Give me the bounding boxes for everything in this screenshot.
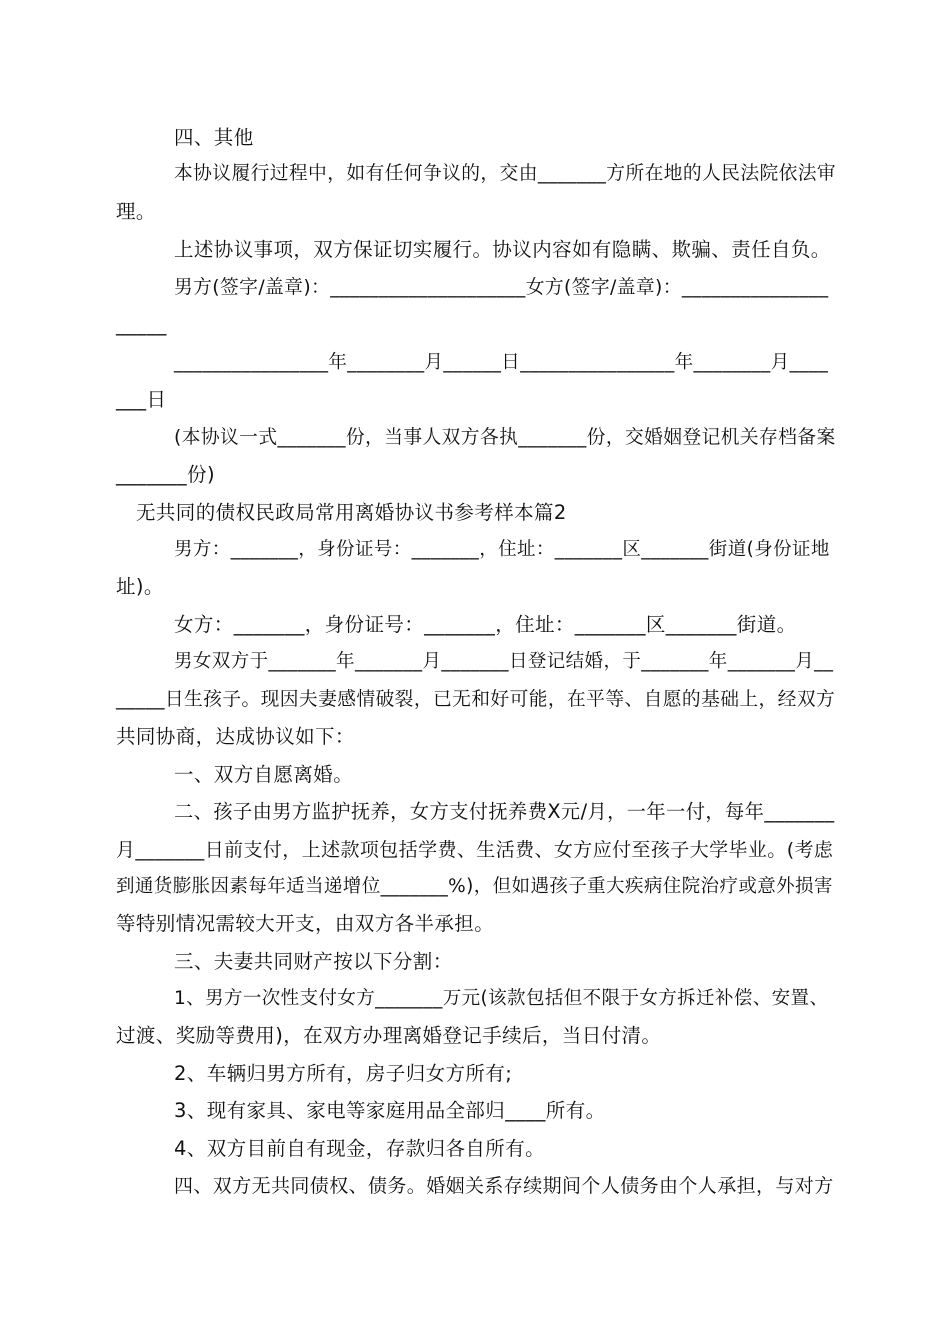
paragraph-line: 二、孩子由男方监护抚养，女方支付抚养费X元/月，一年一付，每年_______ bbox=[174, 800, 835, 823]
paragraph-line: 上述协议事项，双方保证切实履行。协议内容如有隐瞒、欺骗、责任自负。 bbox=[174, 238, 831, 261]
paragraph-line: 等特别情况需较大开支，由双方各半承担。 bbox=[116, 912, 495, 935]
list-item: 4、双方目前自有现金，存款归各自所有。 bbox=[174, 1137, 546, 1160]
party-line: 址)。 bbox=[116, 575, 164, 598]
paragraph-line: 男女双方于_______年_______月_______日登记结婚，于_______年_______月__ bbox=[174, 651, 834, 672]
section-heading-other: 四、其他 bbox=[174, 126, 254, 149]
section-title: 无共同的债权民政局常用离婚协议书参考样本篇2 bbox=[136, 501, 567, 524]
clause-heading: 三、夫妻共同财产按以下分割： bbox=[174, 950, 453, 973]
paragraph-line: 月_______日前支付，上述款项包括学费、生活费、女方应付至孩子大学毕业。(考虑 bbox=[116, 839, 834, 861]
paragraph-line: (本协议一式_______份，当事人双方各执_______份，交婚姻登记机关存档备案 bbox=[174, 427, 836, 448]
paragraph-line: 共同协商，达成协议如下： bbox=[116, 725, 355, 748]
clause-heading: 一、双方自愿离婚。 bbox=[174, 763, 354, 786]
party-line: 女方：_______，身份证号：_______，住址：_______区_______街道。 bbox=[174, 613, 797, 636]
paragraph-line: _______份) bbox=[116, 463, 215, 486]
signature-line: _____ bbox=[116, 313, 167, 336]
paragraph-line: 理。 bbox=[116, 200, 156, 223]
date-line: ________________年________月______日________________年________月____ bbox=[174, 352, 829, 373]
party-line: 男方：_______，身份证号：_______，住址：_______区_______街道(身份证地 bbox=[174, 539, 830, 560]
paragraph-line: 到通货膨胀因素每年适当递增位_______%)，但如遇孩子重大疾病住院治疗或意外损害 bbox=[116, 876, 833, 897]
paragraph-line: 1、男方一次性支付女方_______万元(该款包括但不限于女方拆迁补偿、安置、 bbox=[174, 988, 829, 1009]
paragraph-line: _____日生孩子。现因夫妻感情破裂，已无和好可能，在平等、自愿的基础上，经双方 bbox=[116, 689, 836, 710]
date-line: ___日 bbox=[116, 388, 167, 411]
list-item: 2、车辆归男方所有，房子归女方所有; bbox=[174, 1062, 513, 1085]
list-item: 3、现有家具、家电等家庭用品全部归____所有。 bbox=[174, 1099, 606, 1122]
signature-line: 男方(签字/盖章)：____________________女方(签字/盖章)：_______________ bbox=[174, 277, 829, 298]
paragraph-line: 本协议履行过程中，如有任何争议的，交由_______方所在地的人民法院依法审 bbox=[174, 163, 837, 184]
clause-heading: 四、双方无共同债权、债务。婚姻关系存续期间个人债务由个人承担，与对方 bbox=[174, 1175, 834, 1197]
paragraph-line: 过渡、奖励等费用)，在双方办理离婚登记手续后，当日付清。 bbox=[116, 1024, 662, 1047]
